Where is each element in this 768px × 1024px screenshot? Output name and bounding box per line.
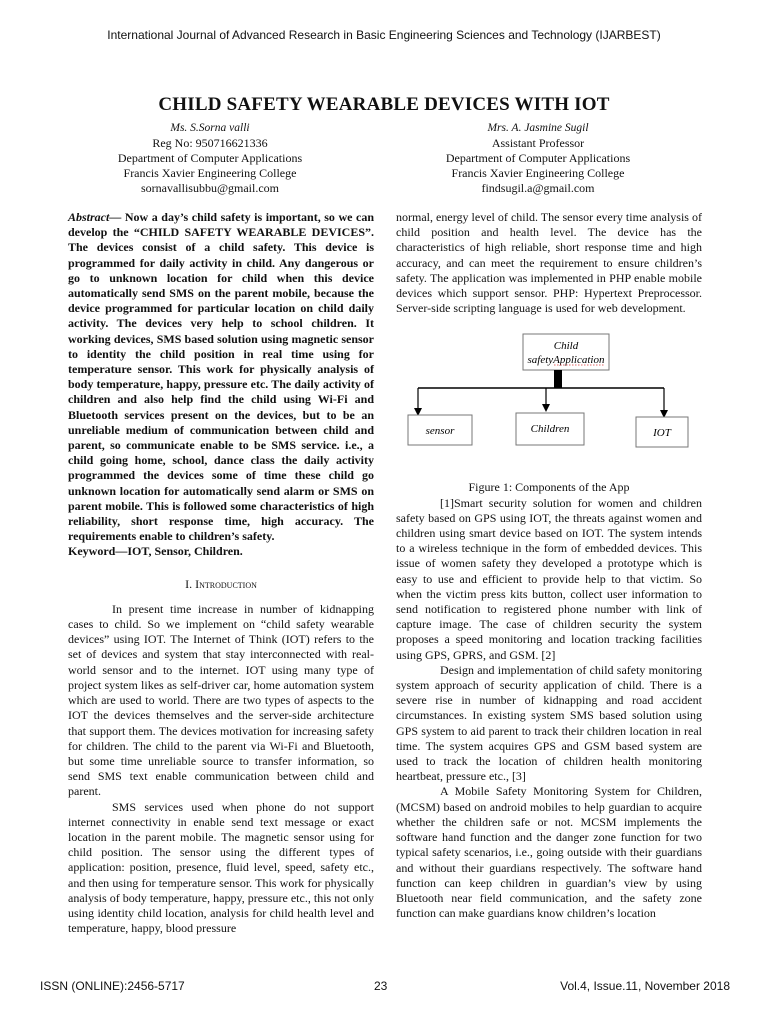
page-number: 23 — [374, 979, 388, 993]
author-reg-no: Reg No: 950716621336 — [152, 136, 268, 150]
iot-label: IOT — [653, 427, 671, 440]
arrow-mid-head — [542, 404, 550, 412]
paragraph: SMS services used when phone do not support internet connectivity in enable send text message or exact location in the parent mobile. The magnetic sensor using for child position. The sensor using the different types of application: position, presence, fluid level, speed, safety etc., and then using for temperature sensor. This work for physically analysis of body temperature, happy, pressure etc., this not only using identity child location, analysis for child health level and temperature, happy, blood pressure — [68, 799, 374, 936]
child-app-label-1: Child — [553, 340, 579, 353]
author-name: Ms. S.Sorna valli — [170, 122, 250, 134]
paragraph: A Mobile Safety Monitoring System for Children, (MCSM) based on android mobiles to help guardian to acquire whether the children safe or not. MCSM implements the software hand function and the danger zone function for two typical safety scenarios, i.e., going outside with their guardians and without their guardians respectively. The software hand function can keep children in guardian’s view by using Bluetooth near field communication, and the safety zone function can make guardians know children’s location — [396, 784, 702, 921]
sensor-label: sensor — [425, 425, 455, 438]
keywords: Keyword—IOT, Sensor, Children. — [68, 544, 243, 559]
author-name: Mrs. A. Jasmine Sugil — [487, 122, 589, 134]
section-number: I. — [185, 576, 193, 591]
right-column — [396, 210, 702, 921]
paragraph: Design and implementation of child safety monitoring system approach of security application of child. There is a severe rise in number of kidnapping and road accident circumstances. In existing system SMS based solution using GPS system to aid parent to track their children location in real time. The system acquires GPS and GSM based system are used to track the location of children health monitoring heartbeat, pressure etc., [3] — [396, 662, 702, 784]
section-heading — [68, 577, 374, 592]
child-app-label-2: safetyApplication — [527, 354, 605, 367]
author-email: findsugil.a@gmail.com — [481, 181, 595, 195]
abstract — [68, 210, 374, 544]
author-block-2 — [388, 121, 688, 196]
author-college: Francis Xavier Engineering College — [123, 166, 297, 180]
author-department: Department of Computer Applications — [117, 151, 303, 165]
author-position: Assistant Professor — [491, 136, 585, 150]
footer-volume: Vol.4, Issue.11, November 2018 — [560, 979, 730, 993]
abstract-text: Now a day’s child safety is important, so we can develop the “CHILD SAFETY WEARABLE DEVICES”. The devices consist of a child safety. This device is programmed for daily activity in child. Any dangerous or go to unknown location for child when this device automatically send SMS on the parent mobile, because the device programmed for particular location on child daily activity. The devices very help to school children. It working devices, SMS based solution using magnetic sensor to identity the child position in real time using for temperature sensor. This work for physically analysis of body temperature, happy, pressure etc. The daily activity of children and also help find the child using Wi-Fi and Bluetooth services present on the devices, but to be an unreliable medium of communication between child and parent, so communicate enable to be SMS service. i.e., a child going home, school, dance class the daily activity programmed the devices some of time these child go unknown location for automatically send alarm or SMS on parent mobile. This is followed some characteristics of high reliability, short response time, high accuracy. The requirements enable to children’s safety. — [68, 210, 374, 544]
author-email: sornavallisubbu@gmail.com — [140, 181, 280, 195]
abstract-label: Abstract— — [68, 210, 122, 224]
children-label: Children — [530, 423, 570, 436]
paragraph: [1]Smart security solution for women and children safety based on GPS using IOT, the threats against women and children using smart device based on IOT. The system intends to a wireless technique in the form of embedded devices. This issue of women safety they developed a prototype which is easy to use and efficient to provide help to that victim. So when the victim press kits button, collect user information to send notification to registered phone number with link of capture image. The case of children security the system proposes a speed monitoring and location tracking facilities using GPS, GPRS, and GSM. [2] — [396, 495, 702, 662]
components-diagram — [396, 328, 702, 478]
author-block-1 — [60, 121, 360, 196]
section-title: Introduction — [195, 576, 257, 591]
left-column — [68, 210, 374, 936]
author-department: Department of Computer Applications — [445, 151, 631, 165]
connector-block — [554, 370, 562, 388]
components-figure — [396, 328, 702, 478]
journal-header: International Journal of Advanced Research in Basic Engineering Sciences and Technology (IJARBEST) — [107, 28, 661, 42]
paragraph: In present time increase in number of kidnapping cases to child. So we implement on “child safety wearable devices” using IOT. The Internet of Think (IOT) refers to the set of devices and system that stay interconnected with real-world sensor and to the internet. IOT using many type of project system likes as self-driver car, home automation system which are used to world. There are two types of aspects to the IOT the devices themselves and the server-side architecture that support them. The devices motivation for increasing safety for children. The child to the parent via Wi-Fi and Bluetooth, but some time unreliable source to transfer information, so send SMS text enable communication between child and parent. — [68, 601, 374, 799]
figure-caption: Figure 1: Components of the App — [468, 480, 630, 495]
author-college: Francis Xavier Engineering College — [451, 166, 625, 180]
footer-issn: ISSN (ONLINE):2456-5717 — [40, 979, 185, 993]
paper-title: CHILD SAFETY WEARABLE DEVICES WITH IOT — [158, 94, 610, 115]
paragraph: normal, energy level of child. The sensor every time analysis of child position and health level. The device has the characteristics of high reliable, short response time and high accuracy, and can meet the requirement to ensure children’s safety. The application was implemented in PHP enable mobile devices which support sensor. PHP: Hypertext Preprocessor. Server-side scripting language is used for web development. — [396, 210, 702, 316]
